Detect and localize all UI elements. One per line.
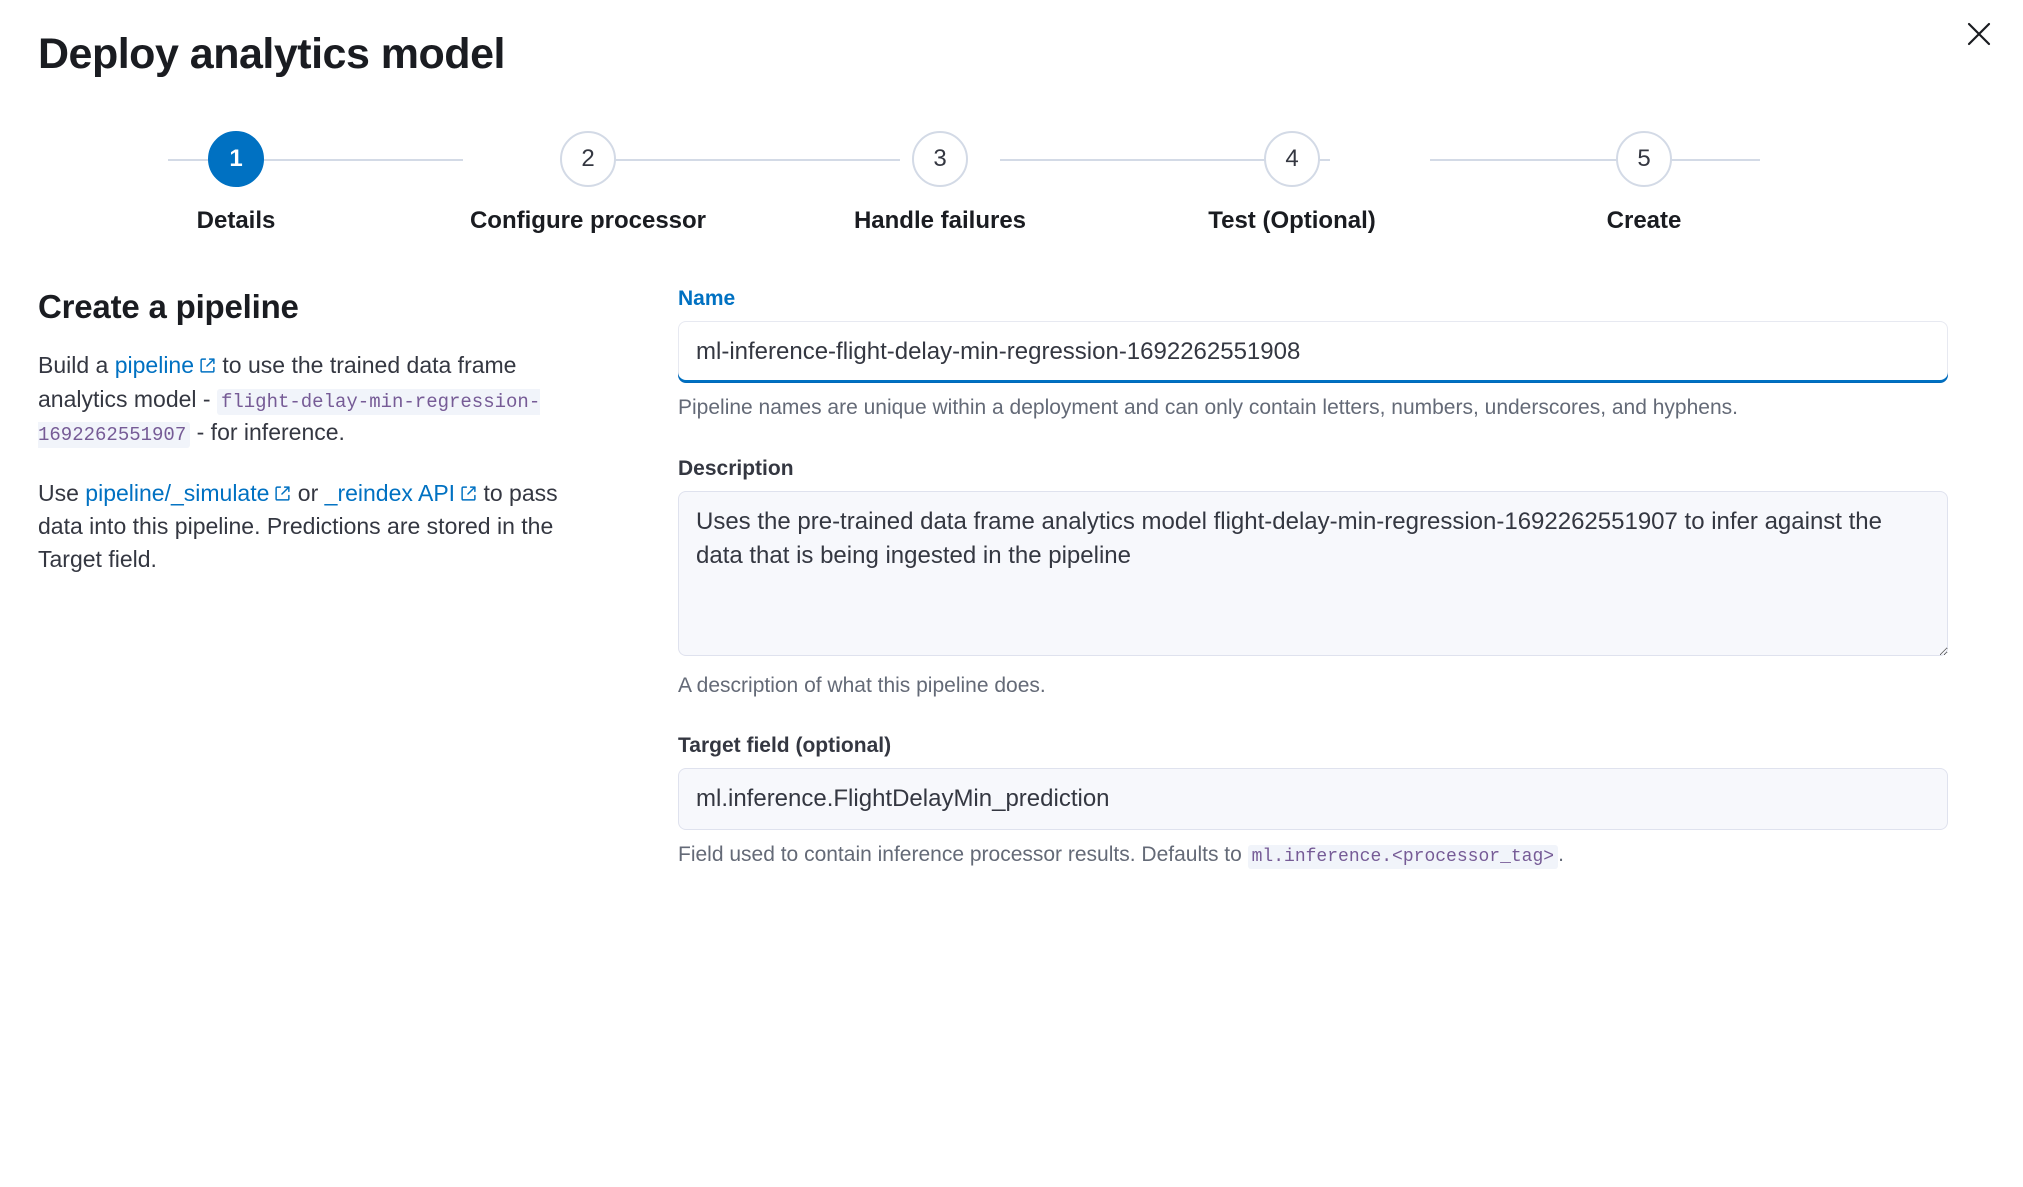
external-link-icon[interactable] [199,350,216,383]
step-connector [1430,159,1760,161]
wizard-step-details[interactable] [60,131,412,235]
reindex-api-link[interactable]: _reindex API [324,479,456,506]
step-label: Configure processor [469,207,707,235]
external-link-icon[interactable] [274,478,291,511]
step-label: Details [196,207,276,235]
pipeline-description-paragraph [38,349,608,449]
wizard-step-configure-processor[interactable] [412,131,764,235]
text-fragment: to pass data into this pipeline. Predictions are stored in the Target field. [38,479,558,572]
text-fragment: to use the trained data frame analytics model - [38,352,517,412]
target-field-label: Target field (optional) [678,734,892,758]
target-field-group [678,734,1948,870]
description-label: Description [678,456,794,480]
description-help-text: A description of what this pipeline does. [678,673,1046,697]
step-label: Test (Optional) [1208,207,1376,235]
step-label: Handle failures [853,207,1027,235]
name-help-text: Pipeline names are unique within a deployment and can only contain letters, numbers, underscores, and hyphens. [678,396,1738,420]
name-field-group [678,287,1948,422]
step-connector [570,159,900,161]
step-number: 5 [1616,131,1672,187]
close-icon[interactable] [1959,14,1999,54]
pipeline-description-textarea[interactable] [678,491,1948,656]
step-number: 3 [912,131,968,187]
wizard-step-create[interactable] [1468,131,1820,235]
dialog-body [0,287,2023,904]
name-label: Name [678,287,736,311]
text-fragment: Field used to contain inference processor results. Defaults to [678,843,1248,867]
description-field-group [678,457,1948,700]
target-field-help-text [678,840,1928,870]
text-fragment: or [291,479,325,506]
external-link-icon[interactable] [460,478,477,511]
target-field-input[interactable] [678,768,1948,830]
section-heading: Create a pipeline [38,288,299,326]
text-fragment: Use [38,479,86,506]
wizard-step-test[interactable] [1116,131,1468,235]
wizard-step-handle-failures[interactable] [764,131,1116,235]
default-target-code: ml.inference.<processor_tag> [1248,845,1558,869]
pipeline-usage-paragraph [38,477,608,576]
pipeline-simulate-link[interactable]: pipeline/_simulate [85,479,270,506]
step-number: 1 [208,131,264,187]
pipeline-docs-link[interactable]: pipeline [114,352,195,379]
step-number: 4 [1264,131,1320,187]
text-fragment: Build a [38,352,115,379]
step-number: 2 [560,131,616,187]
model-id-code: flight-delay-min-regression-1692262551907 [38,390,541,446]
text-fragment: - for inference. [190,418,345,445]
pipeline-name-input[interactable] [678,321,1948,383]
wizard-steps [0,131,1880,235]
text-fragment: . [1558,843,1564,867]
step-label: Create [1606,207,1682,235]
form-column [678,287,1948,904]
description-column [38,287,678,904]
page-title: Deploy analytics model [38,30,505,78]
